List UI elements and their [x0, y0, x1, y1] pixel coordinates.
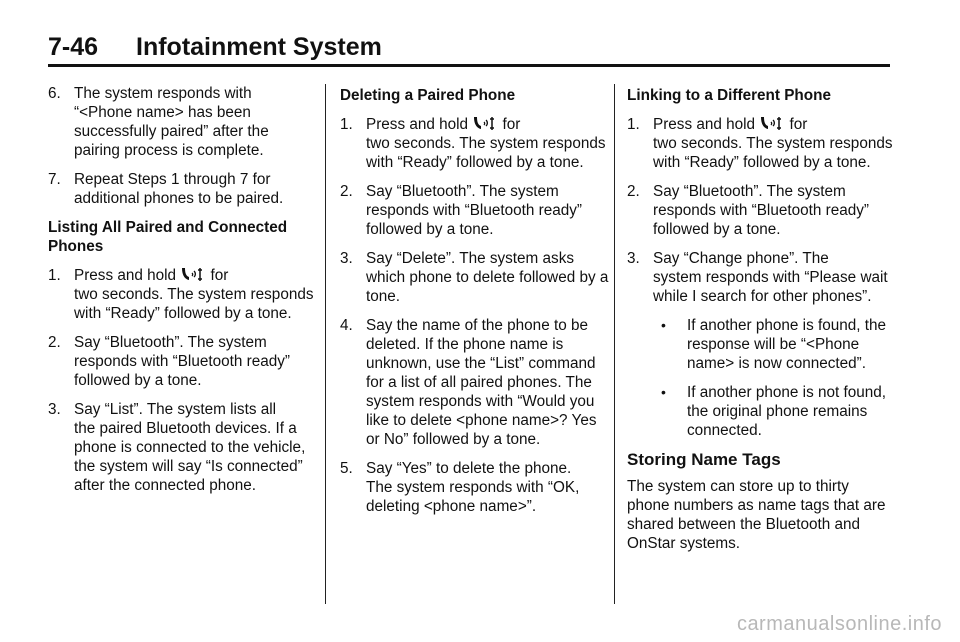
push-to-talk-icon — [472, 115, 498, 132]
column-divider — [614, 84, 615, 604]
bullet-item: • If another phone is found, the response will be “<Phone name> is now connected”. — [661, 317, 887, 372]
list-item: 1. Press and hold for two seconds. The system responds with “Ready” followed by a tone. — [340, 116, 606, 171]
page-header — [48, 32, 890, 62]
list-item: 4. Say the name of the phone to be deleted. If the phone name is unknown, use the “List” command for a list of all paired phones. The system responds with “Would you like to delete <phone name>? Yes or No” followed by a tone. — [340, 317, 597, 448]
list-item: 1. Press and hold for two seconds. The system responds with “Ready” followed by a tone. — [48, 267, 314, 322]
column-3 — [627, 84, 893, 553]
bullet-icon: • — [661, 384, 666, 400]
list-item: 2. Say “Bluetooth”. The system responds with “Bluetooth ready” followed by a tone. — [48, 334, 290, 389]
list-item: 2. Say “Bluetooth”. The system responds with “Bluetooth ready” followed by a tone. — [340, 183, 582, 238]
list-item: 1. Press and hold for two seconds. The system responds with “Ready” followed by a tone. — [627, 116, 893, 171]
push-to-talk-icon — [759, 115, 785, 132]
push-to-talk-icon — [180, 266, 206, 283]
header-rule — [48, 64, 890, 67]
list-item: 6. The system responds with “<Phone name> has been successfully paired” after the pairing process is complete. — [48, 85, 269, 159]
column-1 — [48, 84, 316, 505]
column-2 — [340, 84, 610, 526]
bullet-item: • If another phone is not found, the original phone remains connected. — [661, 384, 887, 439]
section-heading: Storing Name Tags — [627, 450, 781, 469]
page-number: 7-46 — [48, 33, 99, 61]
bullet-icon: • — [661, 317, 666, 333]
column-divider — [325, 84, 326, 604]
list-item: 3. Say “List”. The system lists all the paired Bluetooth devices. If a phone is connected to the vehicle, the system will say “Is connected” after the connected phone. — [48, 401, 306, 494]
section-heading: Deleting a Paired Phone — [340, 87, 516, 104]
list-item: 5. Say “Yes” to delete the phone. The system responds with “OK, deleting <phone name>”. — [340, 460, 580, 515]
list-item: 7. Repeat Steps 1 through 7 for additional phones to be paired. — [48, 171, 284, 207]
list-item: 3. Say “Delete”. The system asks which phone to delete followed by a tone. — [340, 250, 609, 305]
paragraph: The system can store up to thirty phone numbers as name tags that are shared between the Bluetooth and OnStar systems. — [627, 478, 886, 552]
section-title: Infotainment System — [136, 33, 382, 61]
list-item: 2. Say “Bluetooth”. The system responds with “Bluetooth ready” followed by a tone. — [627, 183, 869, 238]
section-heading: Linking to a Different Phone — [627, 87, 831, 104]
list-item: 3. Say “Change phone”. The system responds with “Please wait while I search for other phones”. — [627, 250, 888, 305]
watermark: carmanualsonline.info — [736, 613, 942, 635]
section-heading: Listing All Paired and Connected Phones — [48, 219, 288, 255]
